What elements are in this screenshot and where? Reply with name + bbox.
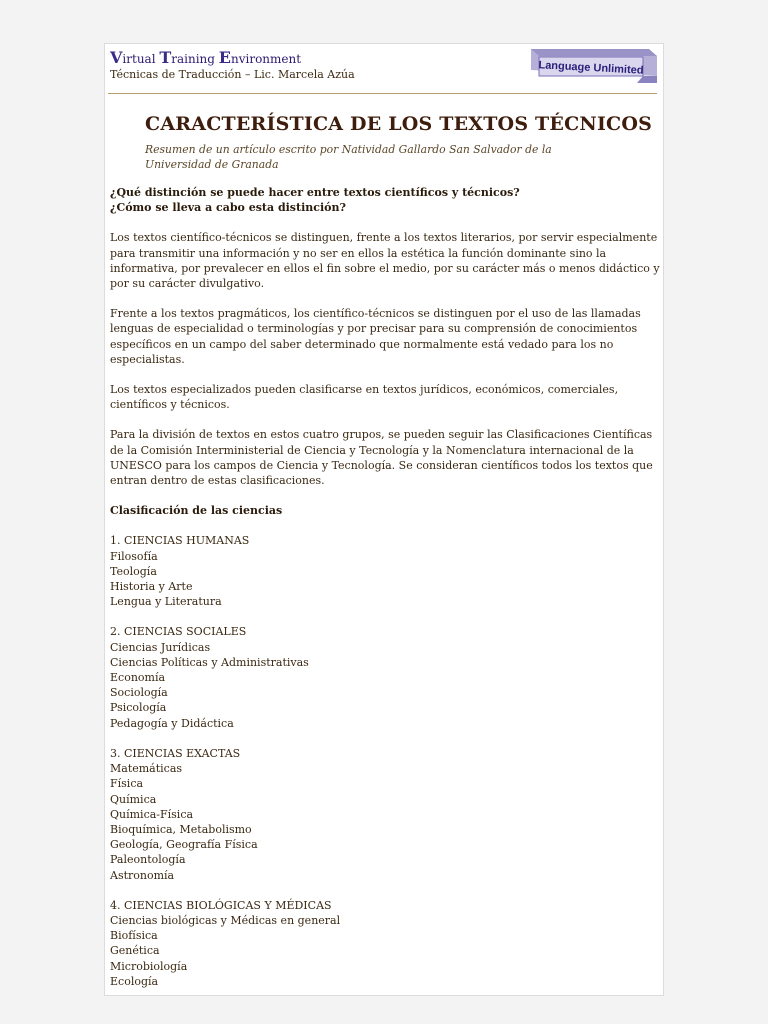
site-name-letter: E: [218, 48, 231, 67]
site-name-letter: T: [159, 48, 172, 67]
list-item: Microbiología: [110, 959, 188, 973]
list-item: Sociología: [110, 686, 168, 700]
list-item: Química-Física: [110, 807, 194, 821]
paragraph: Frente a los textos pragmáticos, los científico-técnicos se distinguen por el uso de las llamadas lenguas de especialidad o terminologías y por precisar para su comprensión de conocimientos específicos en un campo del saber determinado que normalmente está vedado para los no especialistas.: [110, 307, 641, 366]
page-title: CARACTERÍSTICA DE LOS TEXTOS TÉCNICOS: [145, 113, 653, 135]
logo-text: Language Unlimited: [538, 59, 644, 77]
questions-block: [110, 185, 660, 215]
list-item: Psicología: [110, 701, 167, 715]
science-group: [110, 898, 660, 989]
list-item: Geología, Geografía Física: [110, 838, 258, 852]
list-item: Filosofía: [110, 549, 158, 563]
list-item: Biofísica: [110, 929, 158, 943]
paragraph: Para la división de textos en estos cuatro grupos, se pueden seguir las Clasificaciones Científicas de la Comisión Interministerial de Ciencia y Tecnología y la Nomenclatura internacional de la UNESCO para los campos de Ciencia y Tecnología. Se consideran científicos todos los textos que entran dentro de estas clasificaciones.: [110, 428, 653, 488]
list-item: Ciencias Políticas y Administrativas: [110, 655, 309, 669]
list-item: Pedagogía y Didáctica: [110, 716, 234, 730]
site-name-letter: V: [110, 48, 123, 67]
science-group: [110, 746, 660, 883]
language-unlimited-logo: [529, 46, 659, 86]
list-item: Teología: [110, 564, 157, 578]
list-item: Paleontología: [110, 853, 186, 867]
list-item: Ecología: [110, 974, 159, 988]
question: ¿Qué distinción se puede hacer entre textos científicos y técnicos?: [110, 186, 520, 199]
site-name-word: nvironment: [231, 52, 302, 66]
site-name: [110, 48, 301, 67]
list-item: Ciencias biológicas y Médicas en general: [110, 913, 341, 927]
list-item: Química: [110, 792, 157, 806]
page-subtitle: Resumen de un artículo escrito por Natividad Gallardo San Salvador de la Universidad de Granada: [145, 143, 552, 171]
list-item: Ciencias Jurídicas: [110, 640, 211, 654]
list-item: Lengua y Literatura: [110, 595, 222, 609]
list-item: Bioquímica, Metabolismo: [110, 822, 252, 836]
paragraph: Los textos científico-técnicos se distinguen, frente a los textos literarios, por servir especialmente para transmitir una información y no ser en ellos la estética la función dominante sino la informativa, por prevalecer en ellos el fin sobre el medio, por su carácter más o menos didáctico y por su carácter divulgativo.: [110, 231, 660, 291]
header-divider: [108, 93, 657, 94]
list-item: Economía: [110, 671, 166, 685]
course-subtitle: Técnicas de Traducción – Lic. Marcela Azúa: [110, 68, 355, 81]
list-item: Física: [110, 777, 144, 791]
group-title: 1. CIENCIAS HUMANAS: [110, 534, 250, 548]
group-title: 4. CIENCIAS BIOLÓGICAS Y MÉDICAS: [110, 898, 332, 912]
group-title: 2. CIENCIAS SOCIALES: [110, 625, 247, 639]
science-group: [110, 624, 660, 730]
question: ¿Cómo se lleva a cabo esta distinción?: [110, 201, 346, 215]
article-body: [110, 185, 660, 996]
list-item: Historia y Arte: [110, 580, 193, 594]
group-title: 3. CIENCIAS EXACTAS: [110, 746, 241, 760]
page-header: [105, 44, 663, 96]
list-item: Astronomía: [110, 868, 175, 882]
site-name-word: raining: [171, 52, 219, 66]
list-item: Matemáticas: [110, 762, 183, 776]
site-name-word: irtual: [122, 52, 160, 66]
classification-heading: Clasificación de las ciencias: [110, 504, 283, 518]
list-item: Genética: [110, 944, 160, 958]
document-page: [104, 43, 664, 996]
paragraph: Los textos especializados pueden clasificarse en textos jurídicos, económicos, comerciales, científicos y técnicos.: [110, 383, 619, 412]
science-group: [110, 533, 660, 609]
